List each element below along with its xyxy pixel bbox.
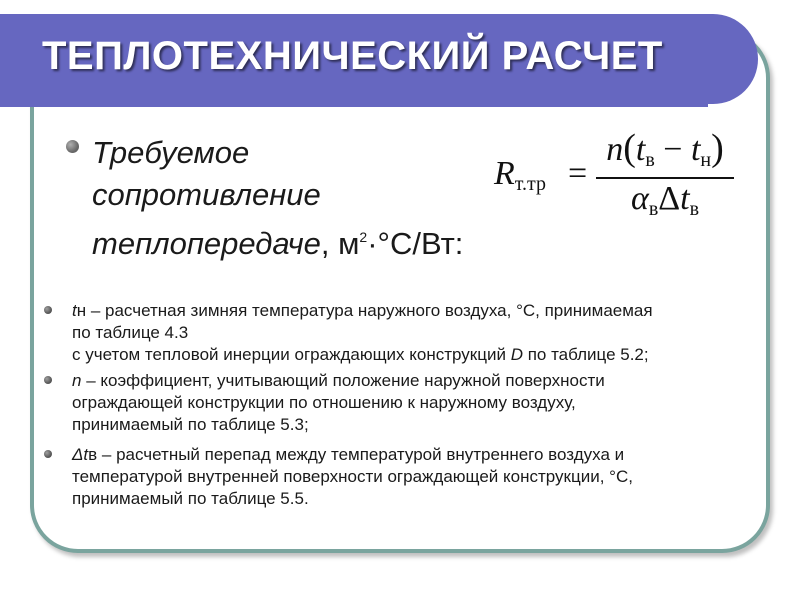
formula-t2-sub: н — [700, 149, 712, 171]
formula-t1-sub: в — [645, 149, 655, 171]
formula-t2: t — [690, 131, 701, 168]
main-bullet-text — [92, 132, 463, 265]
formula-denominator — [596, 180, 734, 221]
unit-superscript: 2 — [359, 229, 368, 245]
formula-r-symbol: R — [494, 155, 515, 192]
formula-open-paren: ( — [623, 127, 636, 169]
note-line: принимаемый по таблице 5.3; — [72, 415, 309, 434]
note-line: температурой внутренней поверхности ограждающей конструкции, °С, — [72, 467, 633, 486]
note-line: принимаемый по таблице 5.5. — [72, 489, 309, 508]
fraction-bar — [596, 177, 734, 179]
formula-r-subscript: т.тр — [514, 173, 547, 195]
note-text: – коэффициент, учитывающий положение наружной поверхности — [81, 371, 605, 390]
note-inline-symbol: D — [510, 345, 523, 364]
formula-den-t: t — [680, 180, 690, 217]
note-line — [72, 300, 764, 322]
formula-t1: t — [635, 131, 646, 168]
note-text: – расчетный перепад между температурой внутреннего воздуха и — [97, 445, 625, 464]
note-symbol: t — [72, 301, 77, 320]
formula-den-t-sub: в — [689, 198, 700, 220]
formula-minus: − — [654, 131, 691, 168]
formula-close-paren: ) — [711, 127, 724, 169]
formula — [492, 126, 752, 236]
formula-lhs — [494, 155, 546, 196]
bullet-icon — [44, 306, 52, 314]
main-line-1: Требуемое — [92, 135, 250, 170]
main-line-2: сопротивление — [92, 177, 321, 212]
main-line-3-rest: , м — [320, 226, 360, 261]
note-symbol: Δt — [72, 445, 89, 464]
note-line: ограждающей конструкции по отношению к наружному воздуху, — [72, 393, 576, 412]
note-tn — [44, 300, 764, 366]
formula-delta: Δ — [658, 180, 681, 217]
formula-alpha-sub: в — [648, 198, 659, 220]
note-text: с учетом тепловой инерции ограждающих конструкций — [72, 345, 511, 364]
main-line-3-italic: теплопередаче — [92, 226, 321, 261]
main-line-3-tail: ·°С/Вт: — [367, 226, 464, 261]
formula-alpha: α — [630, 180, 649, 217]
title-underline — [0, 104, 708, 107]
note-text: по таблице 5.2; — [522, 345, 649, 364]
note-symbol-rest: в — [88, 445, 98, 464]
note-line — [72, 344, 764, 366]
note-line — [72, 444, 764, 466]
note-symbol: n — [72, 371, 82, 390]
note-n — [44, 370, 764, 436]
formula-numerator — [596, 126, 734, 172]
formula-equals: = — [568, 155, 588, 192]
bullet-icon — [44, 450, 52, 458]
note-text: – расчетная зимняя температура наружного воздуха, °С, принимаемая — [86, 301, 653, 320]
notes-list — [44, 300, 764, 512]
bullet-icon — [44, 376, 52, 384]
note-line: по таблице 4.3 — [72, 323, 189, 342]
bullet-icon — [66, 140, 79, 153]
slide-title: ТЕПЛОТЕХНИЧЕСКИЙ РАСЧЕТ — [42, 34, 663, 78]
note-delta-t — [44, 444, 764, 510]
note-symbol-rest: н — [76, 301, 87, 320]
formula-n: n — [606, 131, 624, 168]
note-line — [72, 370, 764, 392]
